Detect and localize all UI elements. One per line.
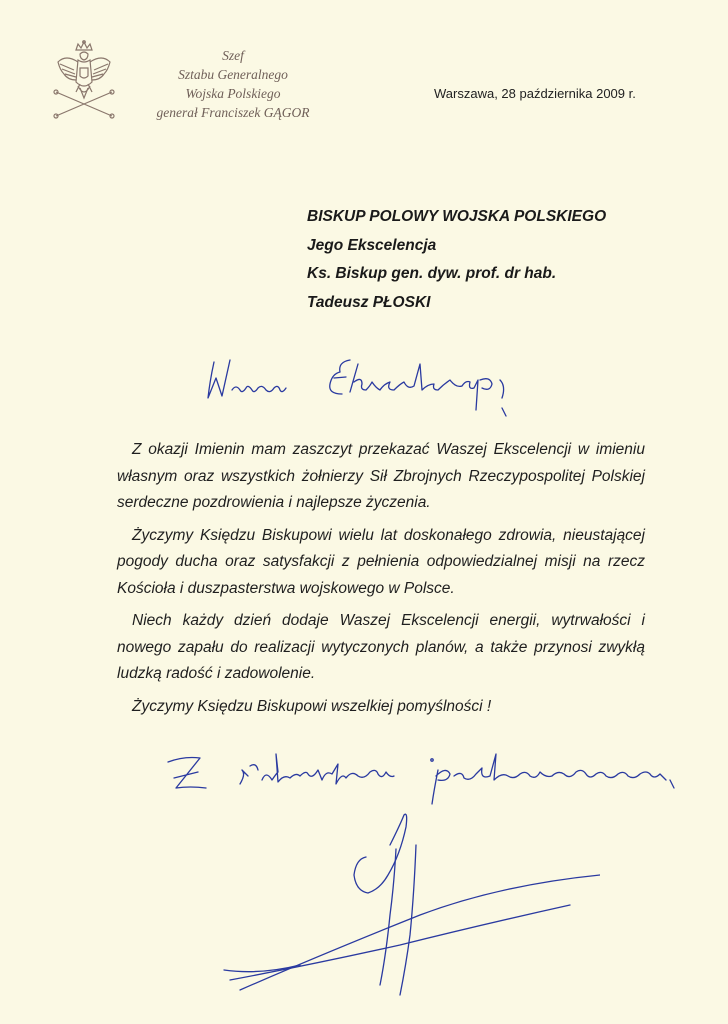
sender-office-block bbox=[128, 46, 338, 122]
sender-title-line: Wojska Polskiego bbox=[185, 86, 281, 101]
body-paragraph-text: Życzymy Księdzu Biskupowi wielu lat doskonałego zdrowia, nieustającej pogody ducha oraz satysfakcji z pełnienia odpowiedzialnej misji na rzecz Kościoła i duszpasterstwa wojskowego w Polsce. bbox=[117, 526, 645, 597]
handwritten-salutation bbox=[200, 350, 540, 420]
body-paragraph bbox=[117, 523, 645, 603]
handwritten-closing bbox=[150, 740, 690, 810]
addressee-line: Jego Ekscelencja bbox=[307, 236, 437, 254]
body-paragraph bbox=[117, 608, 645, 688]
body-paragraph-text: Niech każdy dzień dodaje Waszej Ekscelencji energii, wytrwałości i nowego zapału do realizacji wytyczonych planów, a także przynosi zwykłą ludzką radość i zadowolenie. bbox=[117, 612, 645, 682]
body-paragraph bbox=[117, 437, 645, 517]
sender-title-line: Sztabu Generalnego bbox=[178, 67, 288, 82]
addressee-line: Ks. Biskup gen. dyw. prof. dr hab. bbox=[307, 265, 557, 282]
sender-name: generał Franciszek GĄGOR bbox=[156, 105, 310, 120]
handwritten-signature bbox=[200, 805, 600, 1005]
letter-body bbox=[117, 437, 645, 726]
sender-title-line: Szef bbox=[222, 48, 244, 63]
addressee-block bbox=[307, 203, 606, 317]
polish-eagle-emblem-icon bbox=[50, 40, 118, 126]
body-paragraph bbox=[117, 694, 645, 721]
body-paragraph-text: Życzymy Księdzu Biskupowi wszelkiej pomyślności ! bbox=[132, 697, 492, 715]
addressee-line: Tadeusz PŁOSKI bbox=[307, 293, 431, 311]
body-paragraph-text: Z okazji Imienin mam zaszczyt przekazać Waszej Ekscelencji w imieniu własnym oraz wszystkich żołnierzy Sił Zbrojnych Rzeczypospolitej Polskiej serdeczne pozdrowienia i najlepsze życzenia. bbox=[117, 441, 645, 511]
letter-date: Warszawa, 28 października 2009 r. bbox=[434, 86, 636, 101]
addressee-line: BISKUP POLOWY WOJSKA POLSKIEGO bbox=[307, 208, 607, 225]
